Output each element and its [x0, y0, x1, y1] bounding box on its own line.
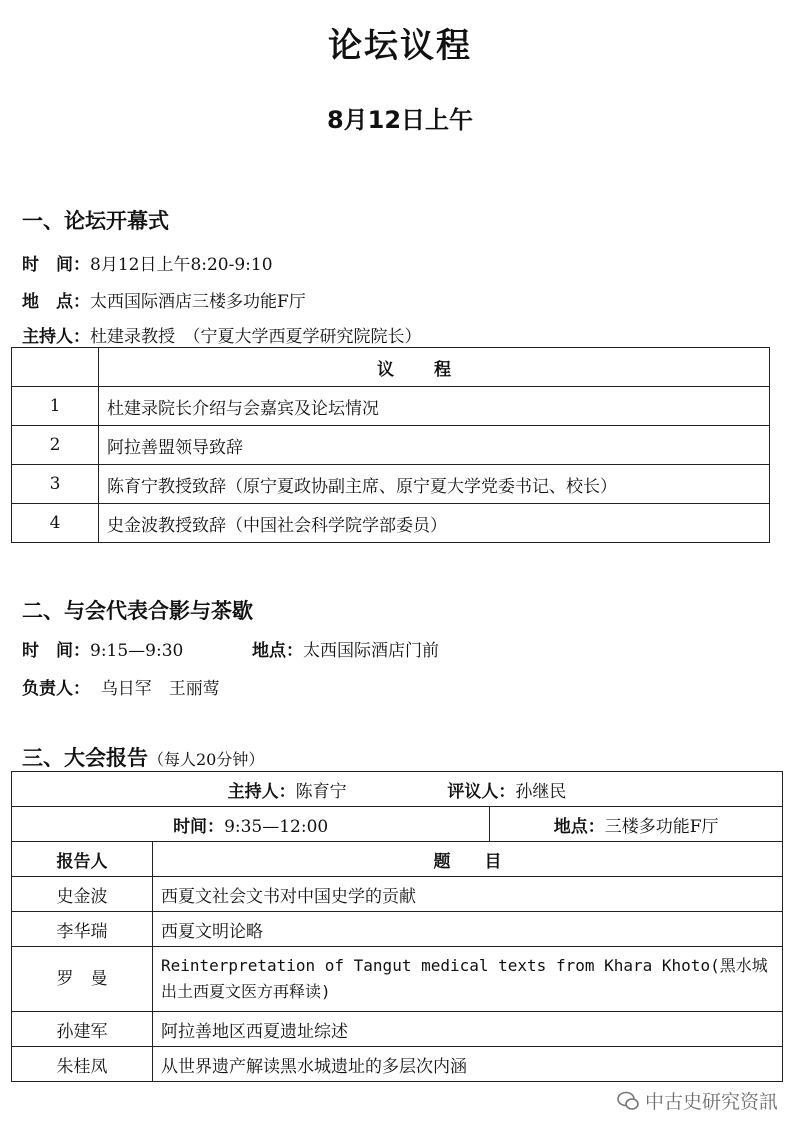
- s1-place-line: [22, 287, 306, 312]
- row-text: 杜建录院长介绍与会嘉宾及论坛情况: [99, 387, 770, 426]
- row-text: 史金波教授致辞（中国社会科学院学部委员）: [99, 504, 770, 543]
- topic-cell: 西夏文明论略: [153, 912, 783, 947]
- host-row: [12, 772, 783, 807]
- table-row: [12, 877, 783, 912]
- table-row: [12, 465, 770, 504]
- row-num: 3: [12, 465, 99, 504]
- header-agenda-cell: 议程: [99, 348, 770, 387]
- speaker-cell: 史金波: [12, 877, 153, 912]
- wechat-icon: [617, 1091, 639, 1111]
- table-row: [12, 1012, 783, 1047]
- s3-time-value: 9:35—12:00: [224, 816, 329, 837]
- section-1-heading: 一、论坛开幕式: [22, 209, 169, 233]
- table-row: [12, 912, 783, 947]
- row-num: 1: [12, 387, 99, 426]
- row-num: 4: [12, 504, 99, 543]
- speaker-cell: 孙建军: [12, 1012, 153, 1047]
- table-row: [12, 947, 783, 1012]
- table-row: [12, 1047, 783, 1082]
- s2-place-value: 太西国际酒店门前: [303, 641, 439, 661]
- table-row: [12, 426, 770, 465]
- row-text: 陈育宁教授致辞（原宁夏政协副主席、原宁夏大学党委书记、校长）: [99, 465, 770, 504]
- speaker-cell: 罗 曼: [12, 947, 153, 1012]
- s1-host-value: 杜建录教授 （宁夏大学西夏学研究院院长）: [90, 327, 422, 347]
- s2-resp-label: 负责人：: [22, 679, 90, 699]
- s2-resp-line: [22, 674, 220, 699]
- host-cell: [12, 772, 783, 807]
- date-heading: 8月12日上午: [326, 106, 474, 134]
- opening-agenda-table: [11, 347, 770, 543]
- s2-time-label: 时 间：: [22, 641, 90, 661]
- s3-time-cell: [12, 807, 490, 842]
- plenary-report-table: [11, 771, 783, 1082]
- s1-time-label: 时 间：: [22, 255, 90, 275]
- row-num: 2: [12, 426, 99, 465]
- speaker-cell: 李华瑞: [12, 912, 153, 947]
- s3-heading-note: （每人20分钟）: [148, 750, 265, 769]
- page-title: 论坛议程: [328, 26, 472, 66]
- s1-host-line: [22, 322, 422, 347]
- section-3-heading: [22, 742, 264, 772]
- s2-resp-value: 乌日罕 王丽莺: [100, 679, 220, 699]
- topic-cell: 从世界遗产解读黑水城遗址的多层次内涵: [153, 1047, 783, 1082]
- table-header-row: [12, 348, 770, 387]
- s1-time-value: 8月12日上午8:20-9:10: [90, 255, 273, 275]
- watermark: [617, 1087, 778, 1114]
- s2-time-line: [22, 636, 183, 661]
- table-row: [12, 387, 770, 426]
- table-row: [12, 504, 770, 543]
- s1-place-label: 地 点：: [22, 292, 90, 312]
- s3-place-label: 地点：: [553, 816, 605, 837]
- watermark-text: 中古史研究资訊: [644, 1091, 778, 1113]
- s3-place-cell: [490, 807, 783, 842]
- s3-time-label: 时间：: [173, 816, 225, 837]
- s3-host-value: 陈育宁: [295, 781, 347, 802]
- topic-cell: 西夏文社会文书对中国史学的贡献: [153, 877, 783, 912]
- s1-host-label: 主持人：: [22, 327, 90, 347]
- col-topic-header: 题 目: [153, 842, 783, 877]
- s2-time-value: 9:15—9:30: [90, 641, 184, 661]
- speaker-cell: 朱桂凤: [12, 1047, 153, 1082]
- s1-time-line: [22, 250, 273, 275]
- s3-heading-text: 三、大会报告: [22, 746, 148, 770]
- s2-place-line: [252, 636, 439, 661]
- s2-place-label: 地点：: [252, 641, 303, 661]
- col-speaker-header: 报告人: [12, 842, 153, 877]
- s3-place-value: 三楼多功能F厅: [604, 816, 719, 837]
- s3-commentator-value: 孙继民: [515, 781, 567, 802]
- time-place-row: [12, 807, 783, 842]
- s3-host-label: 主持人：: [227, 781, 296, 802]
- s3-commentator-label: 评议人：: [447, 781, 516, 802]
- header-num-cell: [12, 348, 99, 387]
- s1-place-value: 太西国际酒店三楼多功能F厅: [90, 292, 306, 312]
- section-2-heading: 二、与会代表合影与茶歇: [22, 599, 253, 623]
- topic-cell: Reinterpretation of Tangut medical texts from Khara Khoto(黑水城出土西夏文医方再释读): [153, 947, 783, 1012]
- topic-cell: 阿拉善地区西夏遗址综述: [153, 1012, 783, 1047]
- row-text: 阿拉善盟领导致辞: [99, 426, 770, 465]
- column-header-row: [12, 842, 783, 877]
